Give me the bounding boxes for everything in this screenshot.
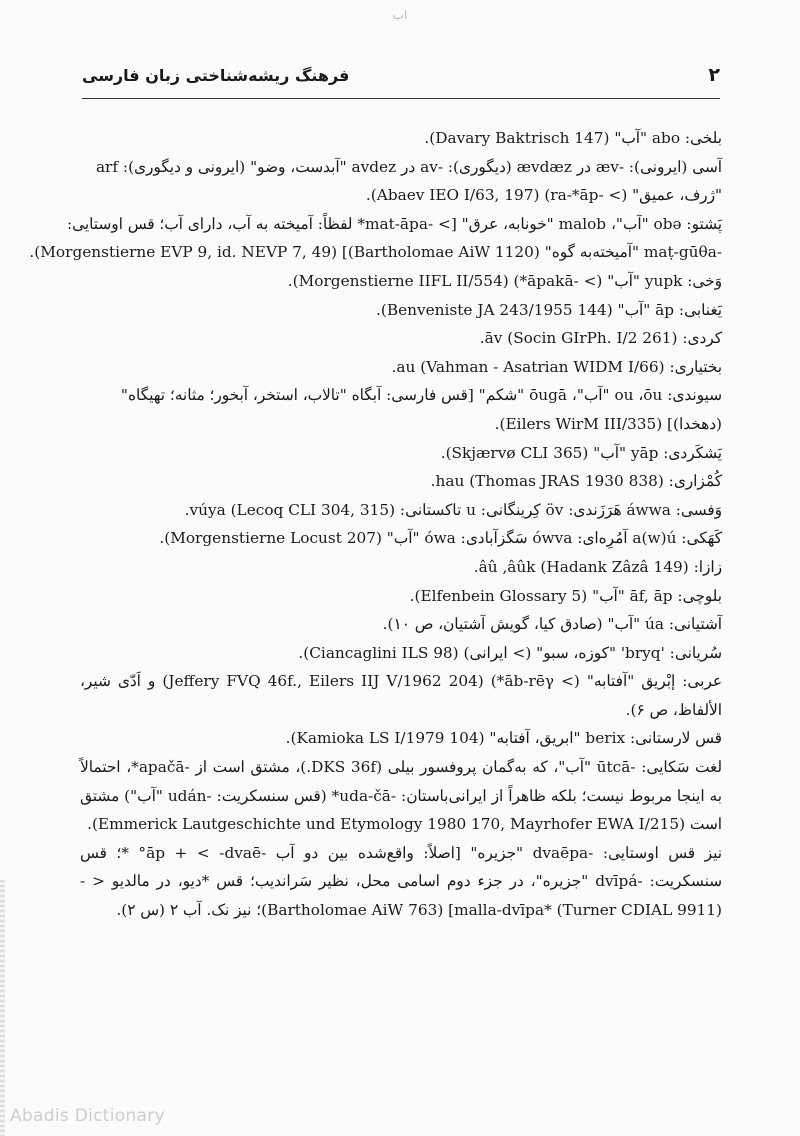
entry-sivandi-cont: (دهخدا)] (Eilers WirM III/335). — [494, 414, 722, 433]
entry-baluchi: بلوچی: āf, āp "آب" (Elfenbein Glossary 5). — [409, 586, 722, 605]
entry-bactrian: بلخی: abo "آب" (Davary Baktrisch 147). — [424, 129, 722, 147]
entry-list — [29, 124, 723, 925]
page-number: ۲ — [708, 64, 720, 86]
watermark: Abadis Dictionary — [10, 1106, 165, 1126]
entry-ossetic: آسی (ایرونی): -æv در ævdæz (دیگوری): -av در avdez "آبدست، وضو" (ایرونی و دیگوری): arf — [95, 157, 722, 176]
entry-wakhi: وَخی: yupk "آب" (> -āpakā*) (Morgenstierne IIFL II/554). — [287, 271, 722, 290]
entry-ashtiani: آشتیانی: úa "آب" (صادق کیا، گویش آشتیان، ص ۱۰). — [382, 615, 722, 634]
entry-yaghnobi: یَغنابی: āp "آب" (Benveniste JA 243/1955 144). — [375, 300, 722, 319]
entry-ossetic-cont: "ژرف، عمیق" (> -ra-*āp) (Abaev IEO I/63, 197). — [365, 186, 722, 205]
scan-edge — [0, 880, 5, 1136]
entry-saka: لغت سَکایی: -ūtcā "آب"، که به‌گمان پروفسور بیلی (DKS 36f.)، مشتق است از -apačā*، احتمالاً به اینجا مربوط نیست؛ بلکه ظاهراً از ایرانی‌باستان: -uda-čā* (قس سنسکریت: -udán "آب") مشتق است (Emmerick Lautgeschichte und Etymology 1980 170, Mayrhofer EWA I/215). — [80, 758, 723, 834]
entry-zaza: زازا: âû ,âûk (Hadank Zâzâ 149). — [473, 557, 722, 576]
entry-pashto: پَشتو: obə "آب"، malob "خونابه، عرق" [> -mat-āpa* لفظاً: آمیخته به آب، دارای آب؛ قس اوستایی: — [66, 214, 722, 233]
entry-bakhtiari: بختیاری: au (Vahman - Asatrian WIDM I/66). — [391, 357, 722, 376]
entry-vafsi: وَفسی: áwwa هَرَزَندی: öv کِرینگانی: u تاکستانی: vúya (Lecoq CLI 304, 315). — [184, 500, 722, 519]
entry-avestan: نیز قس اوستایی: -dvaēpa "جزیره" [اصلاً: واقع‌شده بین دو آب -āp + < -dvaē° *؛ قس سنسکریت: -dvīpá "جزیره"، در جزء دوم اسامی محل، نظیر سَراندیب؛ قس *دیو، در مالدیو < -malla-dvīpa* (Turner CDIAL 9911)] (Bartholomae AiW 763)؛ نیز نک. آب ۲ (س ۲). — [80, 843, 723, 920]
entry-kurdish: کردی: āv (Socin GIrPh. I/2 261). — [479, 329, 722, 348]
entry-kahaki: کَهَکی: a(w)ú آمُرِه‌ای: ówva سَگزآبادی: ówa "آب" (Morgenstierne Locust 207). — [159, 529, 722, 548]
entry-sivandi: سیوندی: ou ،ōu "آب"، ōugā "شکم" [قس فارسی: آبگاه "تالاب، استخر، آبخور؛ مثانه؛ تهیگاه" — [120, 386, 722, 405]
page-header — [82, 64, 720, 99]
book-title: فرهنگ ریشه‌شناختی زبان فارسی — [82, 66, 350, 85]
top-mark: اب — [392, 8, 408, 22]
entry-bashkardi: یَشکَردی: yāp "آب" (Skjærvø CLI 365). — [440, 443, 722, 462]
entry-kumzari: کُمْزاری: hau (Thomas JRAS 1930 838). — [430, 472, 722, 491]
entry-pashto-cont: -maṭ-gūθa "آمیخته‌به گوه" (Bartholomae AiW 1120)] (Morgenstierne EVP 9, id. NEVP 7, 49). — [29, 243, 722, 262]
entry-arabic: عربی: إبْریق "آفتابه" (> āb-rēγ*) (Jeffery FVQ 46f., Eilers IIJ V/1962 204) و اَدّی شیر، الألفاظ، ص ۶). — [80, 672, 722, 719]
entry-syriac: سُریانی: 'bryq' "کوزه، سبو" (> ایرانی) (Ciancaglini ILS 98). — [298, 643, 722, 662]
entry-larestani: قس لارستانی: berix "ابریق، آفتابه" (Kamioka LS I/1979 104). — [285, 729, 722, 748]
